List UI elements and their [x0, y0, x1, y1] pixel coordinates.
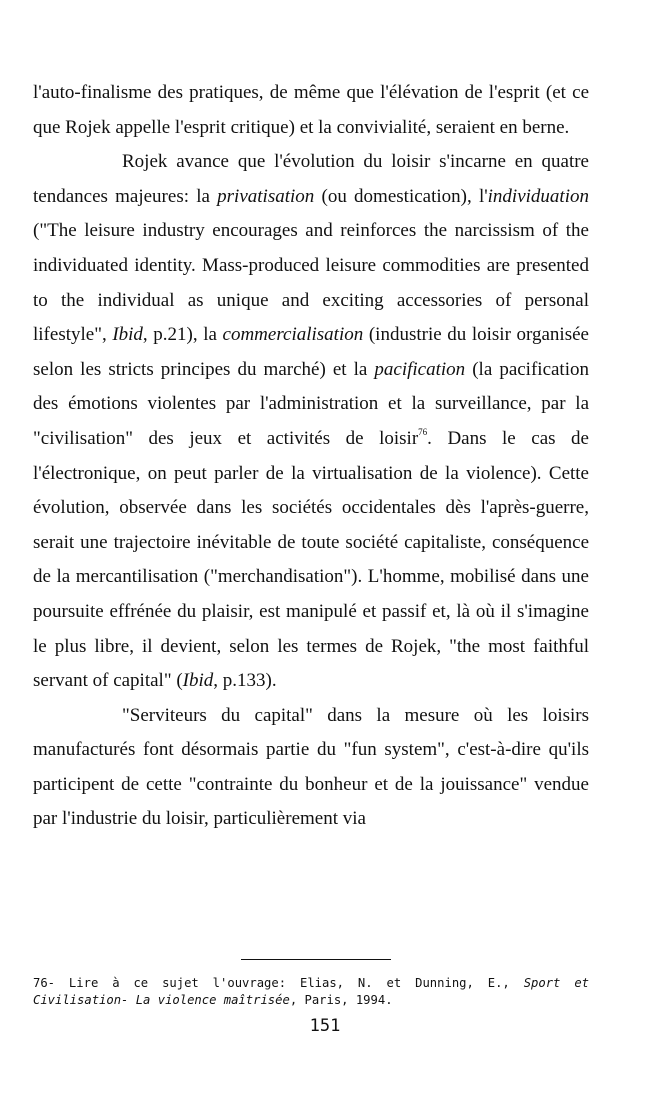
ibid-ref-2: Ibid: [182, 670, 214, 692]
page-number: 151: [309, 1016, 341, 1036]
footnote-reference[interactable]: 76: [418, 426, 428, 437]
footnote-76: [33, 975, 589, 1009]
paragraph-1: l'auto-finalisme des pratiques, de même que l'élévation de l'esprit (et ce que Rojek appelle l'esprit critique) et la convivialité, seraient en berne.: [33, 82, 589, 138]
p2-text-e: ("The leisure industry encourages and reinforces the narcissism of the individuated identity. Mass-produced leisure commodities are presented to the individual as unique and exciting accessories of personal lifestyle",: [33, 220, 589, 346]
p2-text-i: (industrie du loisir organisée selon les stricts principes du marché) et la: [33, 324, 589, 380]
footnote-separator: [241, 959, 391, 960]
footnote-text-a: 76- Lire à ce sujet l'ouvrage: Elias, N. et Dunning, E.,: [33, 976, 524, 990]
paragraph-2: [33, 145, 589, 699]
ibid-ref-1: Ibid: [112, 324, 143, 346]
p2-text-a: Rojek avance que l'évolution du loisir s'incarne en quatre tendances majeures: la: [33, 151, 589, 207]
p2-text-k: (la pacification des émotions violentes par l'administration et la surveillance, par la "civilisation" des jeux et activités de loisir: [33, 358, 589, 449]
term-pacification: pacification: [374, 358, 466, 380]
paragraph-3: "Serviteurs du capital" dans la mesure où les loisirs manufacturés font désormais partie du "fun system", c'est-à-dire qu'ils participent de cette "contrainte du bonheur et de la jouissance" vendue par l'industrie du loisir, particulièrement via: [33, 704, 589, 830]
p2-text-g: , p.21), la: [142, 324, 223, 346]
p2-text-n: , p.133).: [213, 670, 277, 692]
footnote-book-title: Sport et Civilisation- La violence maîtrisée: [33, 976, 589, 1007]
page-body: [33, 76, 589, 837]
term-privatisation: privatisation: [217, 185, 315, 207]
p2-text-l: . Dans le cas de l'électronique, on peut parler de la virtualisation de la violence). Cette évolution, observée dans les sociétés occidentales dès l'après-guerre, serait une trajectoire inévitable de toute société capitaliste, conséquence de la mercantilisation ("merchandisation"). L'homme, mobilisé dans une poursuite effrénée du plaisir, est manipulé et passif et, là où il s'imagine le plus libre, il devient, selon les termes de Rojek, "the most faithful servant of capital" (: [33, 427, 589, 692]
term-commercialisation: commercialisation: [222, 324, 364, 346]
p2-text-c: (ou domestication), l': [314, 185, 488, 207]
term-individuation: individuation: [487, 185, 589, 207]
footnote-text-c: , Paris, 1994.: [289, 993, 393, 1007]
